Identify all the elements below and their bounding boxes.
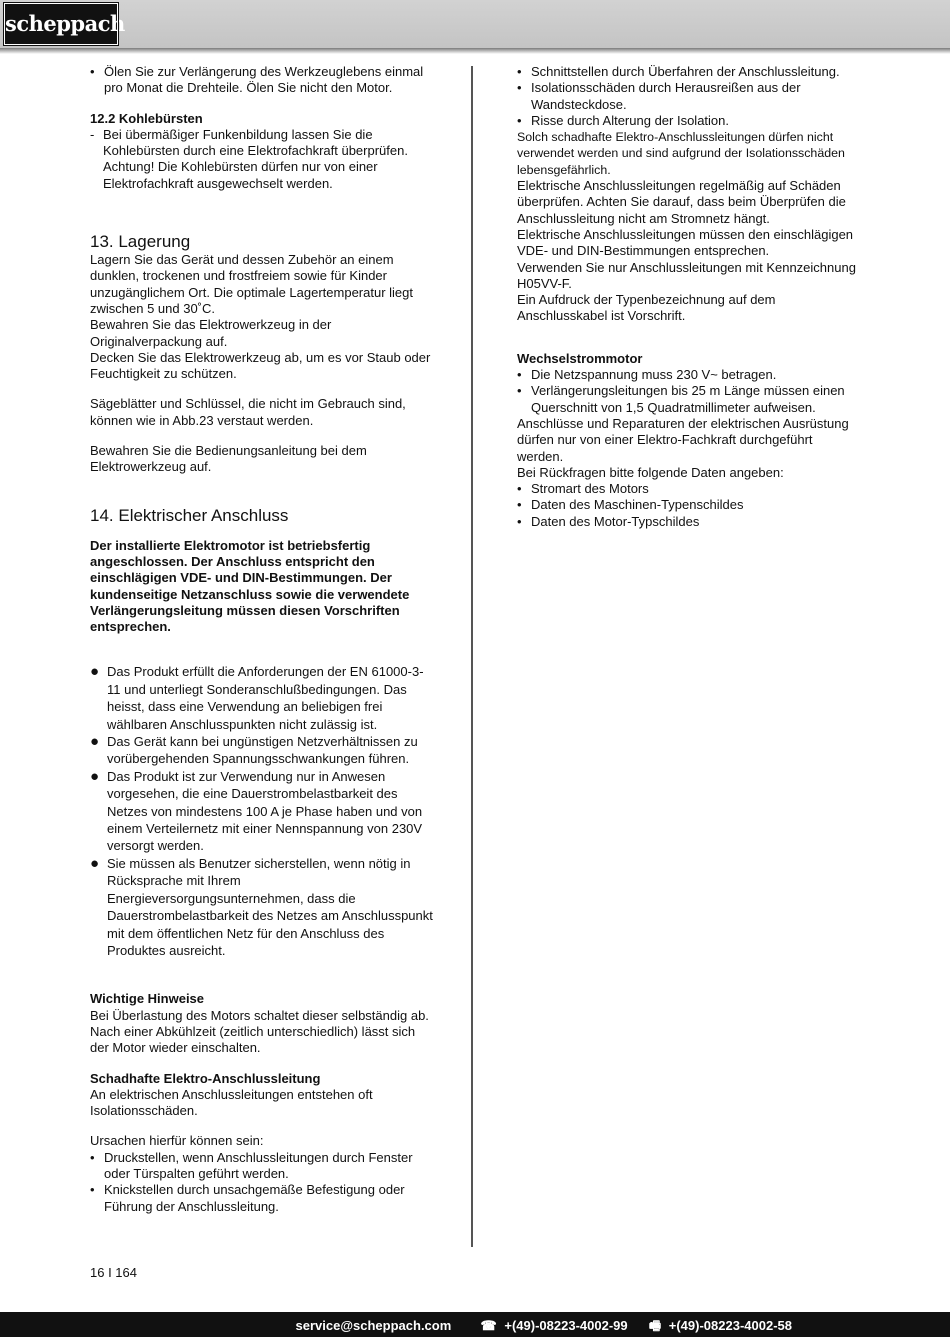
list-item: • Isolationsschäden durch Herausreißen aus der Wandsteckdose. [517,80,801,112]
electrical-intro: Der installierte Elektromotor ist betriebsfertig angeschlossen. Der Anschluss entspricht den einschlägigen VDE- und DIN-Bestimmungen. Der kundenseitige Netzanschluss sowie die verwendete Verlängerungsleitung müssen diesen Vorschriften entsprechen. [90,537,410,635]
page-header [0,0,950,48]
storage-paragraph: Bewahren Sie das Elektrowerkzeug in der Originalverpackung auf. [90,317,332,349]
list-item: • Daten des Motor-Typschildes [517,513,700,529]
list-item: • Die Netzspannung muss 230 V~ betragen. [517,367,777,383]
info-list [517,481,862,530]
important-notes-text: Bei Überlastung des Motors schaltet dieser selbständig ab. Nach einer Abkühlzeit (zeitlich unterschiedlich) lässt sich der Motor wieder einschalten. [90,1007,429,1056]
label-text: Ein Aufdruck der Typenbezeichnung auf dem Anschlusskabel ist Vorschrift. [517,292,776,324]
causes-list [90,1150,435,1215]
list-item: ● Sie müssen als Benutzer sicherstellen, wenn nötig in Rücksprache mit Ihrem Energieversorgungsunternehmen, dass die Dauerstrombelastbarkeit des Netzes am Anschlusspunkt mit dem öffentlichen Netz für den Anschluss des Produktes ausreicht. [90,854,433,958]
causes-intro: Ursachen hierfür können sein: [90,1133,264,1149]
info-intro: Bei Rückfragen bitte folgende Daten angeben: [517,464,784,480]
damaged-cable-heading: Schadhafte Elektro-Anschlussleitung [90,1070,321,1086]
list-item: ● Das Produkt erfüllt die Anforderungen der EN 61000-3-11 und unterliegt Sonderanschlußbedingungen. Das heisst, dass eine Verwendung an beliebigen frei wählbaren Anschlusspunkten nicht zulässig ist. [90,663,424,732]
list-item: • Risse durch Alterung der Isolation. [517,112,729,128]
left-column [90,64,435,1215]
list-item: - Bei übermäßiger Funkenbildung lassen Sie die Kohlebürsten durch eine Elektrofachkraft überprüfen. Achtung! Die Kohlebürsten dürfen nur von einer Elektrofachkraft ausgewechselt werden. [90,126,408,191]
footer-fax: +(49)-08223-4002-58 [668,1318,792,1333]
page-number: 16 I 164 [90,1265,137,1280]
right-column [517,64,862,530]
footer-email[interactable]: service@scheppach.com [295,1318,452,1333]
danger-text: Solch schadhafte Elektro-Anschlussleitungen dürfen nicht verwendet werden und sind aufgrund der Isolationsschäden lebensgefährlich. [517,130,845,177]
list-item: • Druckstellen, wenn Anschlussleitungen durch Fenster oder Türspalten geführt werden. [90,1149,413,1181]
list-item: • Daten des Maschinen-Typenschildes [517,497,744,513]
damaged-cable-text: An elektrischen Anschlussleitungen entstehen oft Isolationsschäden. [90,1086,373,1119]
list-item: • Verlängerungsleitungen bis 25 m Länge müssen einen Querschnitt von 1,5 Quadratmillimeter aufweisen. [517,383,845,415]
repair-text: Anschlüsse und Reparaturen der elektrischen Ausrüstung dürfen nur von einer Elektro-Fachkraft durchgeführt werden. [517,415,849,464]
ac-motor-list [517,367,862,416]
list-item: ● Das Produkt ist zur Verwendung nur in Anwesen vorgesehen, die eine Dauerstrombelastbarkeit des Netzes von mindestens 100 A je Phase haben und von einem Verteilernetz mit einer Nennspannung von 230V versorgt werden. [90,767,423,854]
header-shadow [0,48,950,54]
vde-text: Elektrische Anschlussleitungen müssen den einschlägigen VDE- und DIN-Bestimmungen entsprechen. [517,226,854,259]
ac-motor-heading: Wechselstrommotor [517,350,643,366]
check-text: Elektrische Anschlussleitungen regelmäßig auf Schäden überprüfen. Achten Sie darauf, dass beim Überprüfen die Anschlussleitung nicht am Stromnetz hängt. [517,178,846,226]
list-item: ● Das Gerät kann bei ungünstigen Netzverhältnissen zu vorübergehenden Spannungsschwankungen führen. [90,733,418,767]
column-divider [471,66,473,1247]
storage-paragraph: Lagern Sie das Gerät und dessen Zubehör an einem dunklen, trockenen und frostfreiem sowie für Kinder unzugänglichem Ort. Die optimale Lagertemperatur liegt zwischen 5 und 30˚C. [90,252,414,316]
storage-heading: 13. Lagerung [90,232,191,252]
important-notes-heading: Wichtige Hinweise [90,991,205,1007]
electrical-heading: 14. Elektrischer Anschluss [90,505,289,525]
h05-text: Verwenden Sie nur Anschlussleitungen mit Kennzeichnung H05VV-F. [517,259,856,291]
fax-icon: 🖷 [648,1318,662,1333]
list-item: • Ölen Sie zur Verlängerung des Werkzeuglebens einmal pro Monat die Drehteile. Ölen Sie nicht den Motor. [90,64,424,96]
list-item: • Schnittstellen durch Überfahren der Anschlussleitung. [517,64,840,79]
oil-list [90,64,435,97]
electrical-requirements-list [90,663,435,959]
causes-continued-list [517,64,862,129]
storage-paragraph: Sägeblätter und Schlüssel, die nicht im Gebrauch sind, können wie in Abb.23 verstaut werden. [90,396,406,428]
phone-icon: ☎ [480,1318,497,1333]
storage-paragraph: Decken Sie das Elektrowerkzeug ab, um es vor Staub oder Feuchtigkeit zu schützen. [90,349,431,382]
scheppach-logo: scheppach [4,3,118,45]
page-footer [0,1312,950,1337]
carbon-brush-heading: 12.2 Kohlebürsten [90,110,203,126]
footer-phone: +(49)-08223-4002-99 [504,1318,628,1333]
list-item: • Knickstellen durch unsachgemäße Befestigung oder Führung der Anschlussleitung. [90,1182,405,1214]
carbon-list [90,127,435,192]
list-item: • Stromart des Motors [517,481,649,497]
storage-paragraph: Bewahren Sie die Bedienungsanleitung bei dem Elektrowerkzeug auf. [90,443,367,475]
